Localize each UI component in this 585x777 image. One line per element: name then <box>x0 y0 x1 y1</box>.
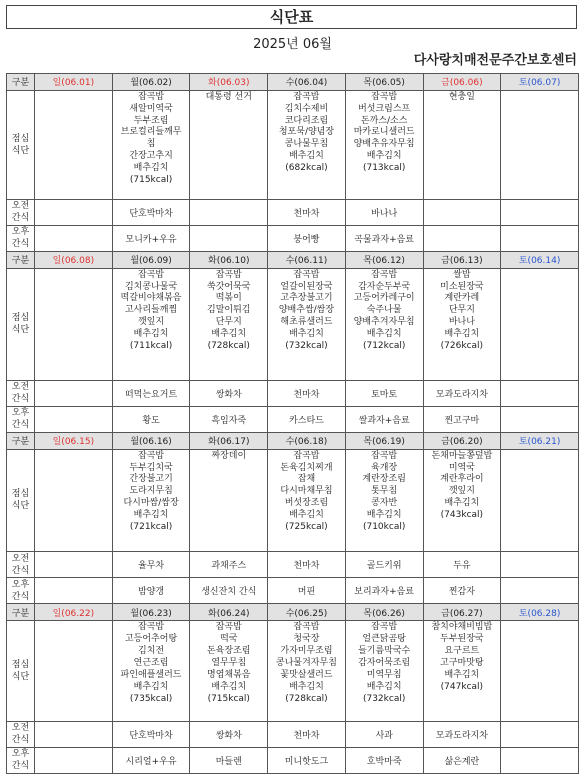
lunch-cell <box>423 449 501 552</box>
menu-item: 배추김치 <box>133 329 169 340</box>
am-snack-row <box>7 380 579 406</box>
menu-item: 깻잎지 <box>138 317 165 328</box>
day-header: 화(06.24) <box>190 604 268 621</box>
am-snack-cell <box>35 380 113 406</box>
menu-item: 단무지 <box>448 305 475 316</box>
pm-snack-label-text: 오후 <box>11 227 30 238</box>
menu-item: 들기름막국수 <box>358 645 411 656</box>
menu-item: (726kcal) <box>440 341 484 352</box>
menu-item: 짜장데이 <box>211 450 247 461</box>
pm-snack-cell <box>35 747 113 773</box>
menu-item: 계란카레 <box>444 293 480 304</box>
menu-item: 마카로니샐러드 <box>353 127 415 138</box>
menu-item: 숙주나물 <box>366 305 402 316</box>
lunch-row <box>7 621 579 721</box>
menu-item: 콩나물무침 <box>284 139 329 150</box>
menu-item: 현충일 <box>448 91 475 102</box>
menu-item: 배추김치 <box>211 681 247 692</box>
menu-item: 떡국 <box>220 634 238 645</box>
am-snack-cell: 모과도라지차 <box>423 380 501 406</box>
day-header: 화(06.17) <box>190 432 268 449</box>
pm-snack-cell <box>423 225 501 251</box>
gubun-label: 구분 <box>7 74 35 91</box>
menu-item: (735kcal) <box>129 693 173 704</box>
menu-item: 고사리들깨찜 <box>124 305 178 316</box>
lunch-label <box>7 268 35 380</box>
menu-item: 잡곡밥 <box>293 91 320 102</box>
lunch-label-text: 식단 <box>11 501 30 512</box>
menu-item: 배추김치 <box>366 151 402 162</box>
menu-item: (732kcal) <box>362 693 406 704</box>
pm-snack-label-text: 간식 <box>11 239 30 250</box>
lunch-label-text: 식단 <box>11 671 30 682</box>
menu-item: 고구마맛탕 <box>440 657 484 668</box>
lunch-cell <box>345 90 423 199</box>
week-header-row <box>7 432 579 449</box>
lunch-cell <box>190 449 268 552</box>
menu-item: 미역국 <box>448 462 475 473</box>
menu-item: 배추김치 <box>211 329 247 340</box>
menu-item: 코다리조림 <box>284 115 329 126</box>
am-snack-cell <box>501 199 579 225</box>
lunch-label-text: 점심 <box>11 133 30 144</box>
day-header: 토(06.21) <box>501 432 579 449</box>
day-header: 목(06.12) <box>345 251 423 268</box>
pm-snack-cell: 호박마죽 <box>345 747 423 773</box>
pm-snack-label-text: 간식 <box>11 591 30 602</box>
menu-item: 배추김치 <box>289 151 324 162</box>
menu-item: 두부된장국 <box>440 634 484 645</box>
menu-item: (747kcal) <box>440 681 484 692</box>
menu-item: (713kcal) <box>362 163 406 174</box>
pm-snack-row <box>7 225 579 251</box>
day-header: 수(06.25) <box>268 604 346 621</box>
pm-snack-cell <box>501 225 579 251</box>
menu-item: 고등어카레구이 <box>353 293 415 304</box>
day-header: 수(06.18) <box>268 432 346 449</box>
lunch-label <box>7 90 35 199</box>
pm-snack-label <box>7 406 35 432</box>
am-snack-cell: 토마토 <box>345 380 423 406</box>
menu-item: 양배추겨자무침 <box>353 317 415 328</box>
menu-item: (728kcal) <box>207 341 250 352</box>
pm-snack-label <box>7 747 35 773</box>
am-snack-cell: 쌍화차 <box>190 721 268 747</box>
menu-item: 바나나 <box>448 317 475 328</box>
pm-snack-cell: 미니핫도그 <box>268 747 346 773</box>
pm-snack-cell: 찐감자 <box>423 578 501 604</box>
day-header: 목(06.05) <box>345 74 423 91</box>
gubun-label: 구분 <box>7 604 35 621</box>
am-snack-label <box>7 199 35 225</box>
pm-snack-cell <box>501 747 579 773</box>
pm-snack-row <box>7 747 579 773</box>
am-snack-label-text: 간식 <box>11 213 30 224</box>
menu-item: 미소된장국 <box>440 281 484 292</box>
menu-item: 잡채 <box>297 474 316 485</box>
pm-snack-label <box>7 225 35 251</box>
week-header-row <box>7 251 579 268</box>
menu-item: 배추김치 <box>444 669 480 680</box>
day-header: 수(06.11) <box>268 251 346 268</box>
pm-snack-cell: 마들렌 <box>190 747 268 773</box>
am-snack-row <box>7 199 579 225</box>
menu-item: 잡곡밥 <box>138 622 165 633</box>
menu-item: 요구르트 <box>444 645 480 656</box>
menu-item: 배추김치 <box>133 510 169 521</box>
am-snack-label-text: 오전 <box>11 553 30 564</box>
menu-item: 떡갈비야채볶음 <box>120 293 182 304</box>
am-snack-cell <box>501 552 579 578</box>
am-snack-label-text: 간식 <box>11 735 30 746</box>
menu-item: 감자순두부국 <box>358 281 411 292</box>
pm-snack-cell <box>190 225 268 251</box>
pm-snack-label-text: 오후 <box>11 749 30 760</box>
am-snack-cell: 골드키위 <box>345 552 423 578</box>
pm-snack-label-text: 간식 <box>11 761 30 772</box>
lunch-cell <box>268 449 346 552</box>
am-snack-cell: 바나나 <box>345 199 423 225</box>
menu-item: 잡곡밥 <box>371 91 398 102</box>
menu-item: 잡곡밥 <box>371 269 398 280</box>
pm-snack-cell: 머핀 <box>268 578 346 604</box>
menu-item: 돈육장조림 <box>207 645 251 656</box>
lunch-cell <box>423 268 501 380</box>
menu-item: 대통령 선거 <box>205 91 252 102</box>
pm-snack-cell: 쌀과자+음료 <box>345 406 423 432</box>
pm-snack-cell: 곡물과자+음료 <box>345 225 423 251</box>
am-snack-label <box>7 380 35 406</box>
lunch-cell <box>501 90 579 199</box>
week-header-row <box>7 604 579 621</box>
menu-item: 잡곡밥 <box>293 622 320 633</box>
menu-item: 쑥갓어묵국 <box>207 281 251 292</box>
lunch-cell <box>268 621 346 721</box>
menu-item: 잡곡밥 <box>371 622 398 633</box>
lunch-row <box>7 268 579 380</box>
day-header: 월(06.02) <box>112 74 190 91</box>
am-snack-cell: 두유 <box>423 552 501 578</box>
menu-item: 돈채마늘쫑덮밥 <box>431 450 493 461</box>
menu-item: 잡곡밥 <box>293 450 320 461</box>
pm-snack-cell: 보리과자+음료 <box>345 578 423 604</box>
am-snack-cell: 천마차 <box>268 721 346 747</box>
menu-item: (728kcal) <box>285 693 328 704</box>
lunch-row <box>7 449 579 552</box>
menu-item: 새알미역국 <box>129 103 173 114</box>
menu-item: 고등어추어탕 <box>124 634 178 645</box>
pm-snack-cell: 흑임자죽 <box>190 406 268 432</box>
menu-item: (732kcal) <box>285 341 328 352</box>
lunch-label-text: 점심 <box>11 659 30 670</box>
menu-item: 두부김치국 <box>129 462 173 473</box>
am-snack-label <box>7 552 35 578</box>
lunch-cell <box>190 90 268 199</box>
am-snack-label-text: 오전 <box>11 201 30 212</box>
menu-item: 배추김치 <box>289 510 324 521</box>
am-snack-cell: 단호박마차 <box>112 721 190 747</box>
menu-item: 배추김치 <box>133 163 169 174</box>
lunch-cell <box>345 268 423 380</box>
menu-item: 깻잎지 <box>448 486 475 497</box>
menu-item: 잡곡밥 <box>138 450 165 461</box>
am-snack-cell: 떠먹는요거트 <box>112 380 190 406</box>
menu-item: 잡곡밥 <box>215 622 242 633</box>
menu-item: 간장고추지 <box>129 151 173 162</box>
menu-item: 배추김치 <box>366 329 402 340</box>
am-snack-cell <box>423 199 501 225</box>
pm-snack-cell <box>35 406 113 432</box>
menu-item: 양배추쌈/쌈장 <box>278 305 335 316</box>
menu-item: (725kcal) <box>285 522 328 533</box>
am-snack-cell: 단호박마차 <box>112 199 190 225</box>
am-snack-cell: 율무차 <box>112 552 190 578</box>
lunch-cell <box>35 449 113 552</box>
menu-item: 잡곡밥 <box>371 450 398 461</box>
menu-item: 콩자반 <box>371 498 398 509</box>
am-snack-cell: 천마차 <box>268 380 346 406</box>
lunch-cell <box>35 268 113 380</box>
menu-item: (721kcal) <box>129 522 173 533</box>
menu-item: 톳무침 <box>371 486 398 497</box>
lunch-cell <box>112 90 190 199</box>
month-subtitle: 2025년 06월 <box>253 37 332 52</box>
menu-item: 배추김치 <box>366 510 402 521</box>
pm-snack-cell: 카스타드 <box>268 406 346 432</box>
pm-snack-label-text: 오후 <box>11 579 30 590</box>
pm-snack-cell: 황도 <box>112 406 190 432</box>
day-header: 일(06.22) <box>35 604 113 621</box>
menu-item: 다시마쌈/쌈장 <box>123 498 179 509</box>
menu-item: 꽃맛살샐러드 <box>280 669 333 680</box>
lunch-cell <box>501 268 579 380</box>
day-header: 토(06.07) <box>501 74 579 91</box>
lunch-cell <box>190 268 268 380</box>
menu-item: 감자어묵조림 <box>358 657 411 668</box>
pm-snack-row <box>7 578 579 604</box>
menu-item: (715kcal) <box>207 693 250 704</box>
am-snack-cell <box>35 199 113 225</box>
pm-snack-cell: 밤양갱 <box>112 578 190 604</box>
day-header: 금(06.27) <box>423 604 501 621</box>
lunch-label-text: 식단 <box>11 325 30 336</box>
pm-snack-cell: 시리얼+우유 <box>112 747 190 773</box>
day-header: 화(06.03) <box>190 74 268 91</box>
pm-snack-label <box>7 578 35 604</box>
am-snack-cell <box>501 380 579 406</box>
menu-item: 버섯크림스프 <box>358 103 411 114</box>
menu-item: 육개장 <box>371 462 398 473</box>
lunch-cell <box>112 449 190 552</box>
pm-snack-cell: 붕어빵 <box>268 225 346 251</box>
day-header: 일(06.08) <box>35 251 113 268</box>
day-header: 화(06.10) <box>190 251 268 268</box>
day-header: 토(06.28) <box>501 604 579 621</box>
am-snack-cell <box>190 199 268 225</box>
menu-item: 계란후라이 <box>440 474 484 485</box>
pm-snack-cell <box>501 406 579 432</box>
menu-item: 돈까스/소스 <box>360 115 408 126</box>
menu-item: (682kcal) <box>285 163 328 174</box>
am-snack-cell <box>35 552 113 578</box>
day-header: 목(06.26) <box>345 604 423 621</box>
menu-item: 다시마채무침 <box>280 486 333 497</box>
pm-snack-cell: 생신잔치 간식 <box>190 578 268 604</box>
am-snack-cell: 천마차 <box>268 552 346 578</box>
lunch-label-text: 점심 <box>11 313 30 324</box>
menu-item: 파인애플샐러드 <box>120 669 182 680</box>
am-snack-cell: 과채주스 <box>190 552 268 578</box>
lunch-label <box>7 621 35 721</box>
am-snack-label-text: 간식 <box>11 565 30 576</box>
lunch-cell <box>501 621 579 721</box>
am-snack-row <box>7 552 579 578</box>
menu-item: 쌀밥 <box>453 269 471 280</box>
pm-snack-cell <box>35 225 113 251</box>
pm-snack-cell: 모니카+우유 <box>112 225 190 251</box>
menu-item: 잡곡밥 <box>138 269 165 280</box>
lunch-label-text: 식단 <box>11 145 30 156</box>
menu-item: 침 <box>146 139 156 150</box>
menu-item: 해초류샐러드 <box>280 317 333 328</box>
am-snack-cell: 모과도라지차 <box>423 721 501 747</box>
pm-snack-label-text: 간식 <box>11 420 30 431</box>
menu-item: 브로컬리들깨무 <box>120 127 182 138</box>
week-header-row <box>7 74 579 91</box>
menu-item: 도라지무침 <box>129 486 173 497</box>
menu-item: 콩나물겨자무침 <box>276 657 337 668</box>
am-snack-cell <box>35 721 113 747</box>
lunch-cell <box>268 268 346 380</box>
am-snack-label-text: 간식 <box>11 394 30 405</box>
lunch-cell <box>190 621 268 721</box>
am-snack-label <box>7 721 35 747</box>
pm-snack-label-text: 오후 <box>11 408 30 419</box>
am-snack-label-text: 오전 <box>11 723 30 734</box>
day-header: 일(06.15) <box>35 432 113 449</box>
menu-item: (712kcal) <box>362 341 406 352</box>
menu-item: 김말이튀김 <box>207 305 251 316</box>
day-header: 일(06.01) <box>35 74 113 91</box>
lunch-cell <box>268 90 346 199</box>
menu-item: (743kcal) <box>440 510 484 521</box>
menu-item: 버섯장조림 <box>284 498 329 509</box>
menu-item: 가자미무조림 <box>280 645 333 656</box>
menu-item: 잡곡밥 <box>215 269 242 280</box>
menu-item: 배추김치 <box>289 329 324 340</box>
menu-item: 배추김치 <box>289 681 324 692</box>
menu-item: 김치수제비 <box>284 103 329 114</box>
menu-item: 청국장 <box>293 634 320 645</box>
day-header: 월(06.09) <box>112 251 190 268</box>
pm-snack-row <box>7 406 579 432</box>
menu-item: 단무지 <box>215 317 242 328</box>
am-snack-cell: 쌍화차 <box>190 380 268 406</box>
menu-item: 배추김치 <box>444 498 480 509</box>
menu-item: (710kcal) <box>362 522 406 533</box>
center-name: 다사랑치매전문주간보호센터 <box>413 53 577 68</box>
day-header: 금(06.13) <box>423 251 501 268</box>
menu-item: 참치야채비빔밥 <box>431 622 493 633</box>
lunch-cell <box>112 268 190 380</box>
lunch-cell <box>423 90 501 199</box>
gubun-label: 구분 <box>7 251 35 268</box>
lunch-cell <box>35 90 113 199</box>
day-header: 월(06.23) <box>112 604 190 621</box>
lunch-label-text: 점심 <box>11 489 30 500</box>
day-header: 월(06.16) <box>112 432 190 449</box>
menu-item: 양배추유자무침 <box>353 139 415 150</box>
lunch-cell <box>501 449 579 552</box>
am-snack-cell: 사과 <box>345 721 423 747</box>
am-snack-label-text: 오전 <box>11 382 30 393</box>
menu-item: (711kcal) <box>129 341 173 352</box>
pm-snack-cell <box>501 578 579 604</box>
am-snack-cell <box>501 721 579 747</box>
lunch-cell <box>112 621 190 721</box>
page-title: 식단표 <box>6 5 577 29</box>
lunch-cell <box>345 449 423 552</box>
lunch-row <box>7 90 579 199</box>
menu-item: 두부조림 <box>133 115 169 126</box>
lunch-cell <box>423 621 501 721</box>
lunch-cell <box>35 621 113 721</box>
menu-item: 청포묵/양념장 <box>278 127 335 138</box>
menu-item: 김치전 <box>138 645 165 656</box>
day-header: 금(06.06) <box>423 74 501 91</box>
menu-item: 배추김치 <box>133 681 169 692</box>
menu-item: 돈육김치찌개 <box>280 462 333 473</box>
menu-item: 얼큰닭곰탕 <box>362 634 406 645</box>
gubun-label: 구분 <box>7 432 35 449</box>
pm-snack-cell <box>35 578 113 604</box>
menu-item: 떡볶이 <box>215 293 242 304</box>
menu-item: 열무무침 <box>211 657 247 668</box>
menu-item: 배추김치 <box>444 329 480 340</box>
menu-item: (715kcal) <box>129 175 173 186</box>
day-header: 금(06.20) <box>423 432 501 449</box>
day-header: 토(06.14) <box>501 251 579 268</box>
menu-item: 배추김치 <box>366 681 402 692</box>
meal-schedule-table <box>6 73 579 774</box>
menu-item: 얼갈이된장국 <box>280 281 333 292</box>
lunch-label <box>7 449 35 552</box>
lunch-cell <box>345 621 423 721</box>
menu-item: 계란장조림 <box>362 474 406 485</box>
menu-item: 연근조림 <box>133 657 169 668</box>
menu-item: 잡곡밥 <box>138 91 165 102</box>
menu-item: 명엽채볶음 <box>207 669 251 680</box>
day-header: 수(06.04) <box>268 74 346 91</box>
day-header: 목(06.19) <box>345 432 423 449</box>
menu-item: 간장불고기 <box>129 474 173 485</box>
am-snack-row <box>7 721 579 747</box>
am-snack-cell: 천마차 <box>268 199 346 225</box>
menu-item: 김치콩나물국 <box>124 281 178 292</box>
pm-snack-cell: 찐고구마 <box>423 406 501 432</box>
pm-snack-cell: 삶은계란 <box>423 747 501 773</box>
menu-item: 미역무침 <box>366 669 402 680</box>
menu-item: 고추장불고기 <box>280 293 333 304</box>
menu-item: 잡곡밥 <box>293 269 320 280</box>
